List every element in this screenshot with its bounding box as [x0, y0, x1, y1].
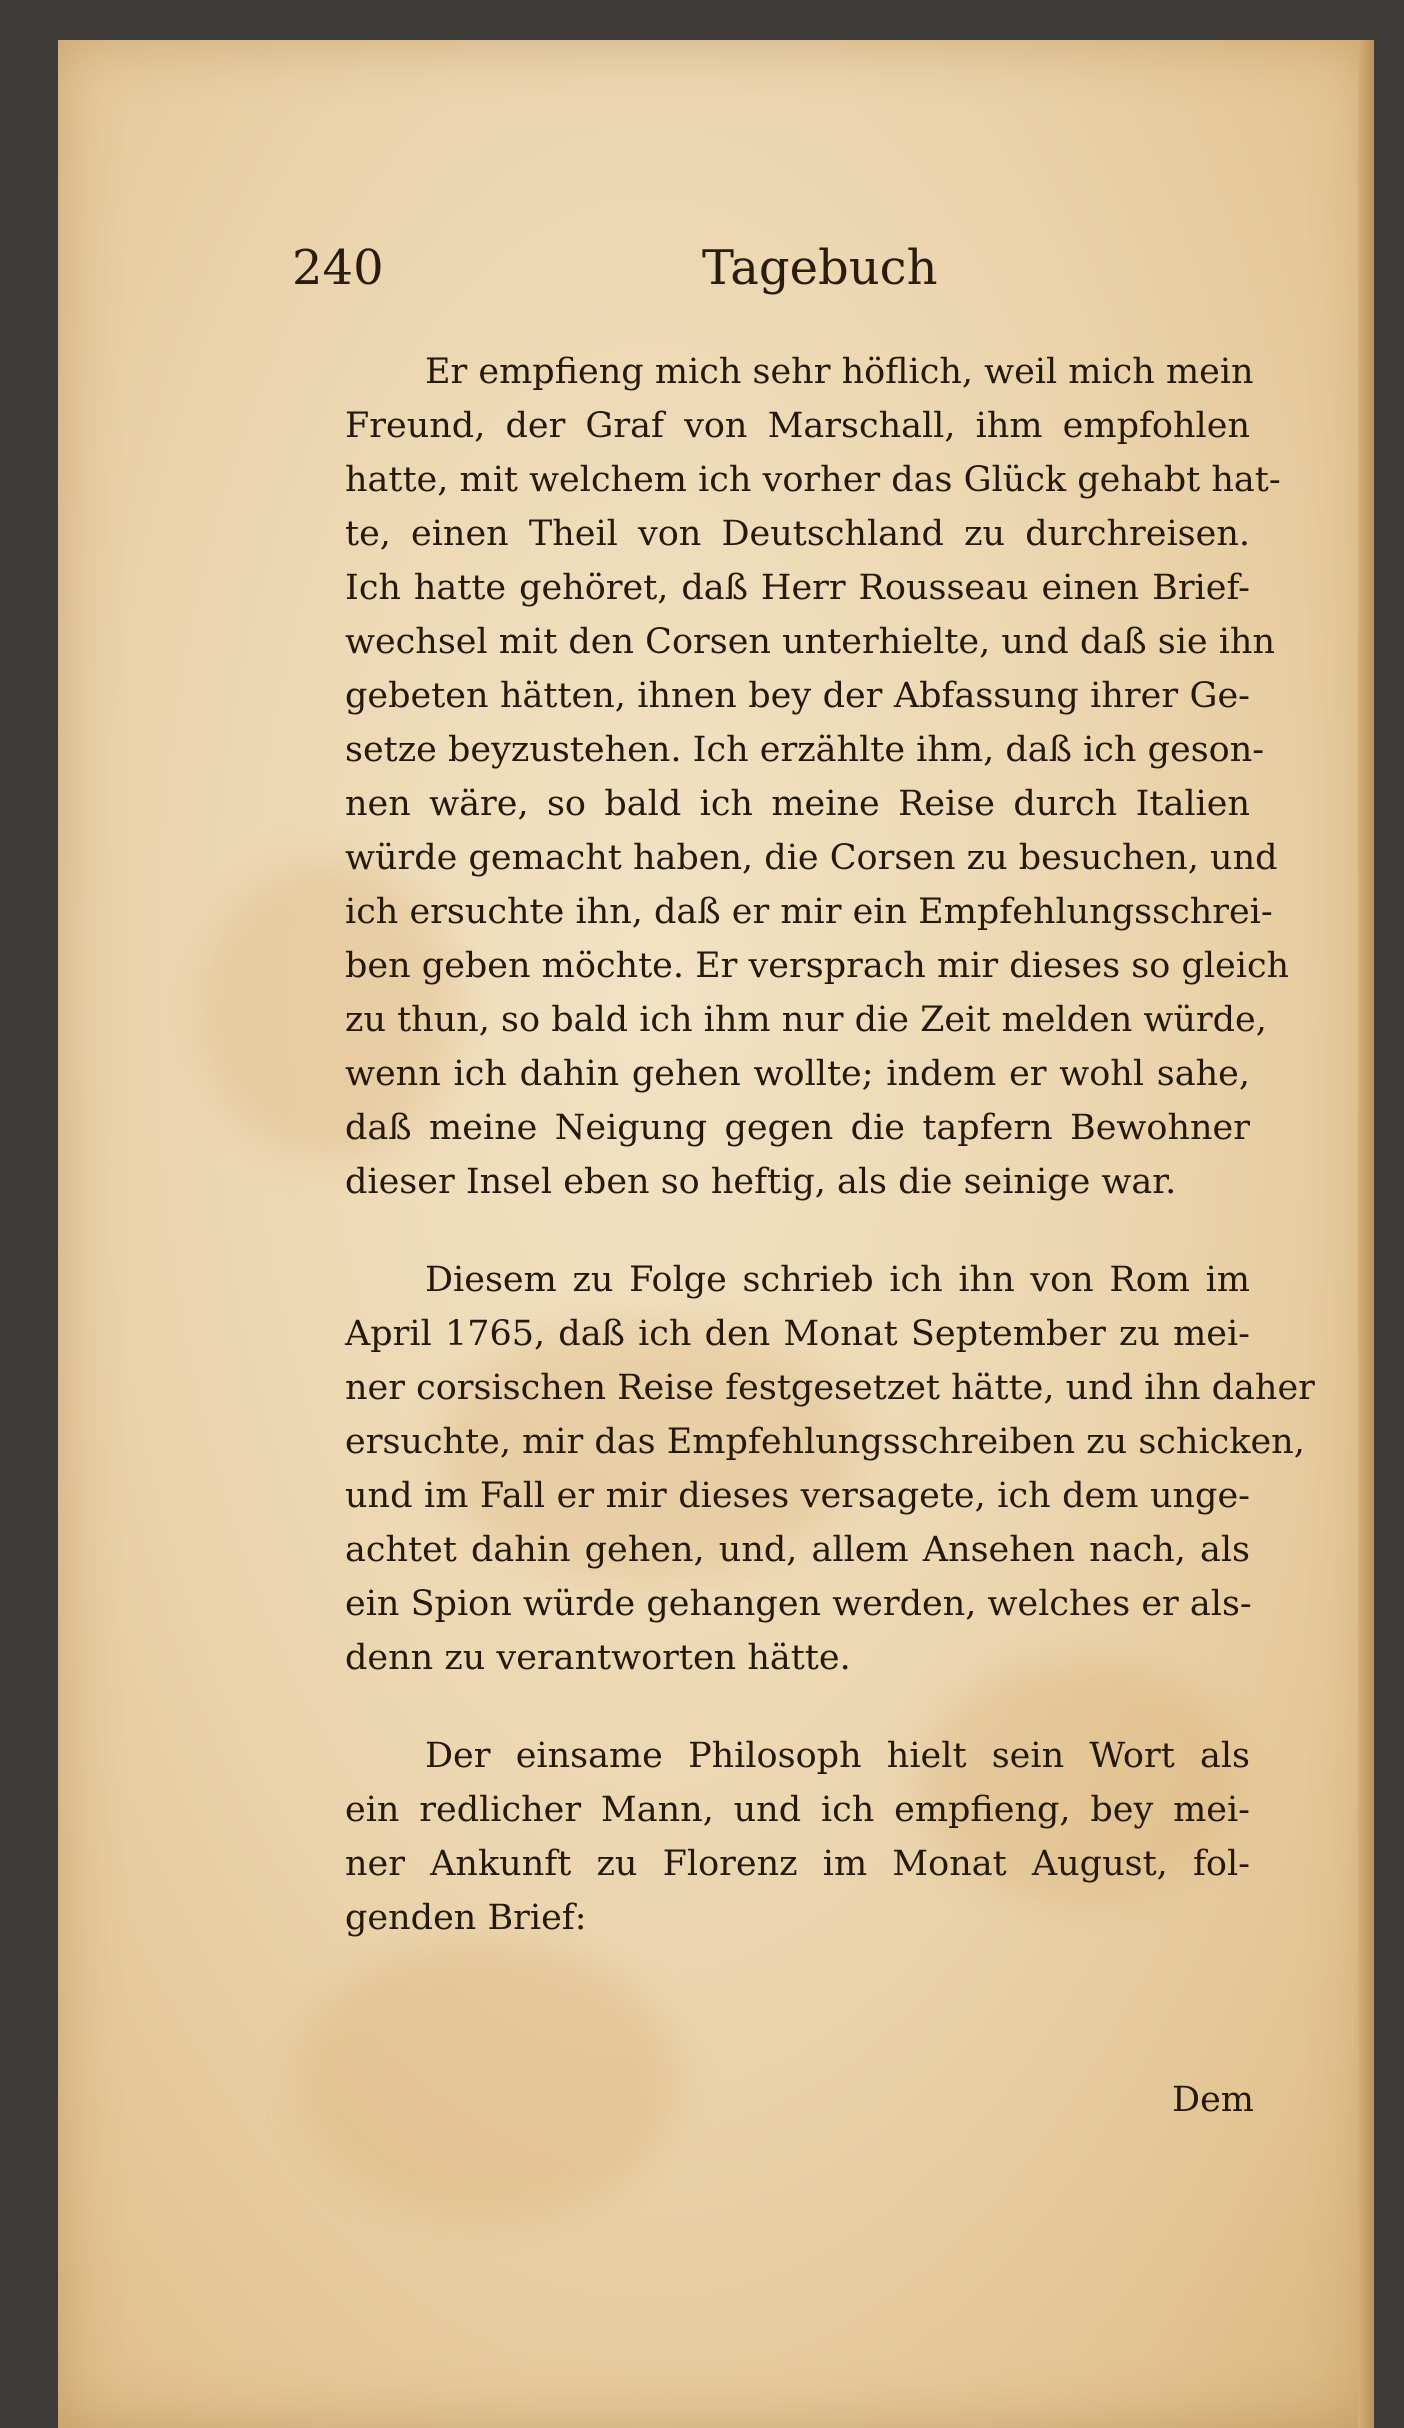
page-edge [1358, 40, 1374, 2428]
text-line: Freund, der Graf von Marschall, ihm empfohlen [345, 406, 1250, 446]
catchword: Dem [1172, 2080, 1254, 2120]
text-line: würde gemacht haben, die Corsen zu besuchen, und [345, 838, 1278, 878]
text-line: ich ersuchte ihn, daß er mir ein Empfehlungsschrei- [345, 892, 1273, 932]
text-line: Er empfieng mich sehr höflich, weil mich mein [425, 352, 1254, 392]
text-line: achtet dahin gehen, und, allem Ansehen nach, als [345, 1530, 1250, 1570]
text-line: zu thun, so bald ich ihm nur die Zeit melden würde, [345, 1000, 1267, 1040]
text-line: nen wäre, so bald ich meine Reise durch Italien [345, 784, 1250, 824]
text-line: ein Spion würde gehangen werden, welches er als- [345, 1584, 1252, 1624]
text-line: daß meine Neigung gegen die tapfern Bewohner [345, 1108, 1250, 1148]
running-head [292, 240, 938, 310]
text-line: ein redlicher Mann, und ich empfieng, bey mei- [345, 1790, 1250, 1830]
text-line: Der einsame Philosoph hielt sein Wort als [425, 1736, 1250, 1776]
running-title: Tagebuch [702, 240, 938, 296]
text-line: ersuchte, mir das Empfehlungsschreiben zu schicken, [345, 1422, 1305, 1462]
text-line: Ich hatte gehöret, daß Herr Rousseau einen Brief- [345, 568, 1250, 608]
paragraph-1 [345, 345, 1290, 1209]
text-line: te, einen Theil von Deutschland zu durchreisen. [345, 514, 1250, 554]
text-line: ben geben möchte. Er versprach mir dieses so gleich [345, 946, 1290, 986]
text-line: denn zu verantworten hätte. [345, 1638, 851, 1678]
text-line: ner Ankunft zu Florenz im Monat August, fol- [345, 1844, 1250, 1884]
text-line: dieser Insel eben so heftig, als die seinige war. [345, 1162, 1177, 1202]
text-line: gebeten hätten, ihnen bey der Abfassung ihrer Ge- [345, 676, 1250, 716]
paragraph-2 [345, 1253, 1315, 1685]
text-line: hatte, mit welchem ich vorher das Glück gehabt hat- [345, 460, 1281, 500]
text-line: wenn ich dahin gehen wollte; indem er wohl sahe, [345, 1054, 1250, 1094]
paragraph-3 [345, 1729, 1250, 1945]
text-line: genden Brief: [345, 1898, 587, 1938]
text-line: setze beyzustehen. Ich erzählte ihm, daß ich geson- [345, 730, 1265, 770]
page-number: 240 [292, 240, 384, 296]
text-line: wechsel mit den Corsen unterhielte, und daß sie ihn [345, 622, 1276, 662]
text-line: ner corsischen Reise festgesetzet hätte, und ihn daher [345, 1368, 1315, 1408]
text-line: April 1765, daß ich den Monat September zu mei- [345, 1314, 1250, 1354]
text-line: und im Fall er mir dieses versagete, ich dem unge- [345, 1476, 1250, 1516]
body-text [345, 345, 1315, 1989]
text-line: Diesem zu Folge schrieb ich ihn von Rom im [425, 1260, 1250, 1300]
